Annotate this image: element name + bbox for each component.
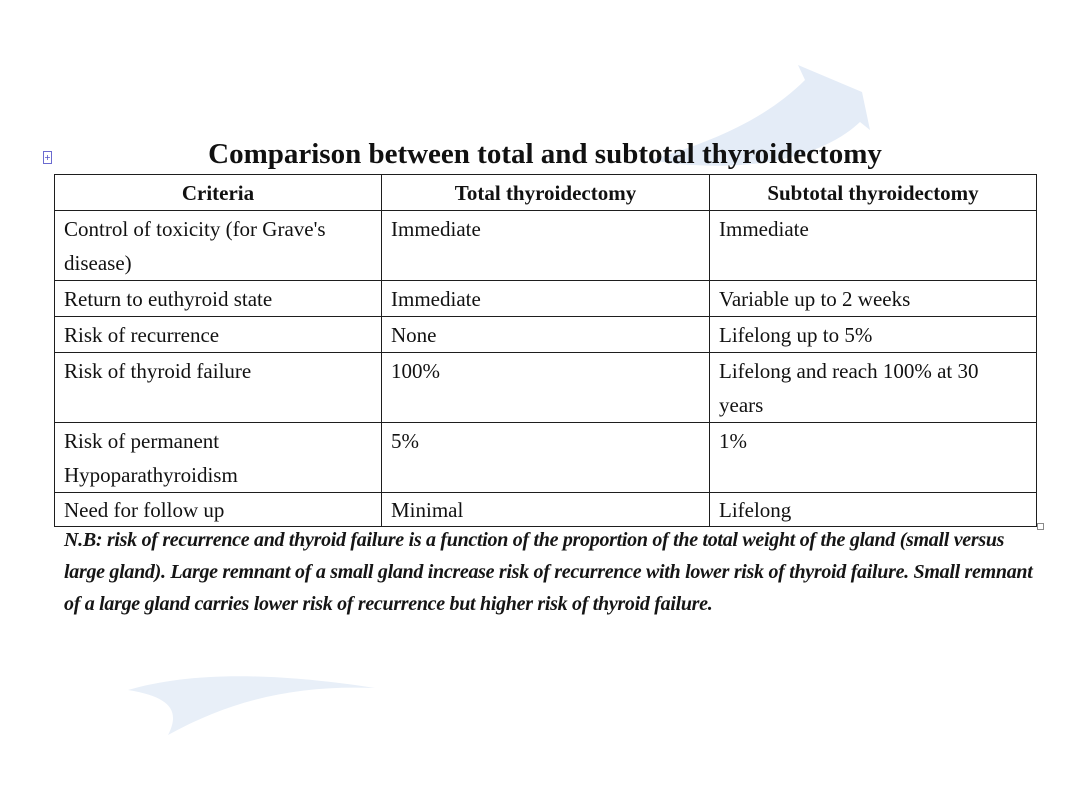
- header-criteria: Criteria: [55, 175, 382, 211]
- cell-subtotal: 1%: [710, 423, 1037, 493]
- table-resize-handle-icon: [1037, 523, 1044, 530]
- cell-total: 5%: [382, 423, 710, 493]
- cell-total: None: [382, 317, 710, 353]
- cell-total: 100%: [382, 353, 710, 423]
- table-row: [55, 423, 1037, 493]
- cell-criteria: Risk of thyroid failure: [55, 353, 382, 423]
- table-row: [55, 493, 1037, 527]
- cell-total: Minimal: [382, 493, 710, 527]
- header-total: Total thyroidectomy: [382, 175, 710, 211]
- cell-subtotal: Variable up to 2 weeks: [710, 281, 1037, 317]
- footnote: N.B: risk of recurrence and thyroid failure is a function of the proportion of the total weight of the gland (small versus large gland). Large remnant of a small gland increase risk of recurrence with lower risk of thyroid failure. Small remnant of a large gland carries lower risk of recurrence but higher risk of thyroid failure.: [64, 529, 1033, 615]
- cell-criteria: Risk of recurrence: [55, 317, 382, 353]
- cell-subtotal: Lifelong up to 5%: [710, 317, 1037, 353]
- cell-total: Immediate: [382, 211, 710, 281]
- cell-subtotal: Lifelong and reach 100% at 30 years: [710, 353, 1037, 423]
- cell-subtotal: Lifelong: [710, 493, 1037, 527]
- table-row: [55, 211, 1037, 281]
- swoosh-bottom-left: [128, 676, 375, 735]
- table-row: [55, 353, 1037, 423]
- comparison-table-container: [54, 174, 1036, 527]
- anchor-icon: +: [44, 153, 51, 162]
- cell-criteria: Return to euthyroid state: [55, 281, 382, 317]
- cell-total: Immediate: [382, 281, 710, 317]
- page-title: Comparison between total and subtotal thyroidectomy: [208, 138, 882, 170]
- cell-criteria: Control of toxicity (for Grave's disease): [55, 211, 382, 281]
- cell-criteria: Risk of permanent Hypoparathyroidism: [55, 423, 382, 493]
- header-subtotal: Subtotal thyroidectomy: [710, 175, 1037, 211]
- cell-criteria: Need for follow up: [55, 493, 382, 527]
- cell-subtotal: Immediate: [710, 211, 1037, 281]
- comparison-table: [54, 174, 1037, 527]
- table-header-row: [55, 175, 1037, 211]
- table-row: [55, 317, 1037, 353]
- table-row: [55, 281, 1037, 317]
